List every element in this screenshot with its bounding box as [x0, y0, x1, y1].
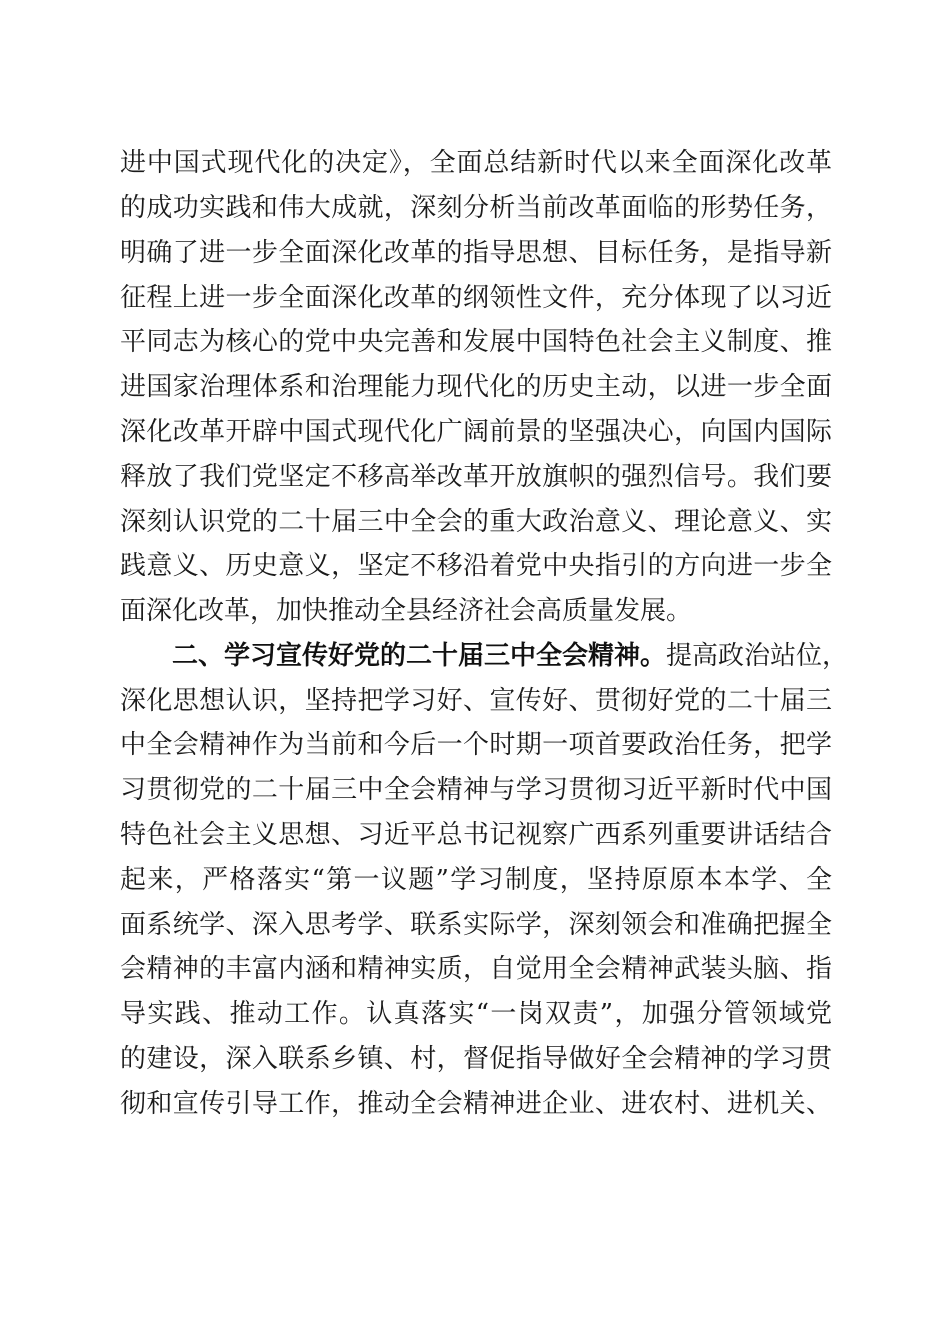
paragraph-2-line-10: 的建设，深入联系乡镇、村，督促指导做好全会精神的学习贯 — [120, 1044, 832, 1074]
paragraph-2-line-11: 彻和宣传引导工作，推动全会精神进企业、进农村、进机关、 — [120, 1089, 832, 1119]
paragraph-1-line-8: 释放了我们党坚定不移高举改革开放旗帜的强烈信号。我们要 — [120, 462, 832, 492]
paragraph-1-line-3: 明确了进一步全面深化改革的指导思想、目标任务，是指导新 — [120, 238, 832, 268]
paragraph-2-line-9: 导实践、推动工作。认真落实“一岗双责”，加强分管领域党 — [120, 999, 832, 1029]
paragraph-1-line-9: 深刻认识党的二十届三中全会的重大政治意义、理论意义、实 — [120, 507, 832, 537]
paragraph-2-line-5: 特色社会主义思想、习近平总书记视察广西系列重要讲话结合 — [120, 820, 832, 850]
section-heading: 二、学习宣传好党的二十届三中全会精神。 — [172, 641, 667, 671]
paragraph-2-line-6: 起来，严格落实“第一议题”学习制度，坚持原原本本学、全 — [120, 865, 832, 895]
paragraph-2-line-3: 中全会精神作为当前和今后一个时期一项首要政治任务，把学 — [120, 730, 832, 760]
paragraph-2-line-4: 习贯彻党的二十届三中全会精神与学习贯彻习近平新时代中国 — [120, 775, 832, 805]
paragraph-1-line-7: 深化改革开辟中国式现代化广阔前景的坚强决心，向国内国际 — [120, 417, 832, 447]
paragraph-2-line-7: 面系统学、深入思考学、联系实际学，深刻领会和准确把握全 — [120, 910, 832, 940]
paragraph-2-first-line — [172, 636, 849, 676]
paragraph-2-line-1-text: 提高政治站位， — [666, 641, 849, 671]
paragraph-1-line-6: 进国家治理体系和治理能力现代化的历史主动，以进一步全面 — [120, 372, 832, 402]
paragraph-1-line-2: 的成功实践和伟大成就，深刻分析当前改革面临的形势任务， — [120, 193, 832, 223]
paragraph-1-line-1: 进中国式现代化的决定》，全面总结新时代以来全面深化改革 — [120, 148, 832, 178]
paragraph-2-line-8: 会精神的丰富内涵和精神实质，自觉用全会精神武装头脑、指 — [120, 954, 832, 984]
paragraph-1-line-5: 平同志为核心的党中央完善和发展中国特色社会主义制度、推 — [120, 327, 832, 357]
paragraph-1-line-11: 面深化改革，加快推动全县经济社会高质量发展。 — [120, 596, 693, 626]
paragraph-1-line-10: 践意义、历史意义，坚定不移沿着党中央指引的方向进一步全 — [120, 551, 832, 581]
paragraph-2-line-2: 深化思想认识，坚持把学习好、宣传好、贯彻好党的二十届三 — [120, 686, 832, 716]
paragraph-1-line-4: 征程上进一步全面深化改革的纲领性文件，充分体现了以习近 — [120, 283, 832, 313]
